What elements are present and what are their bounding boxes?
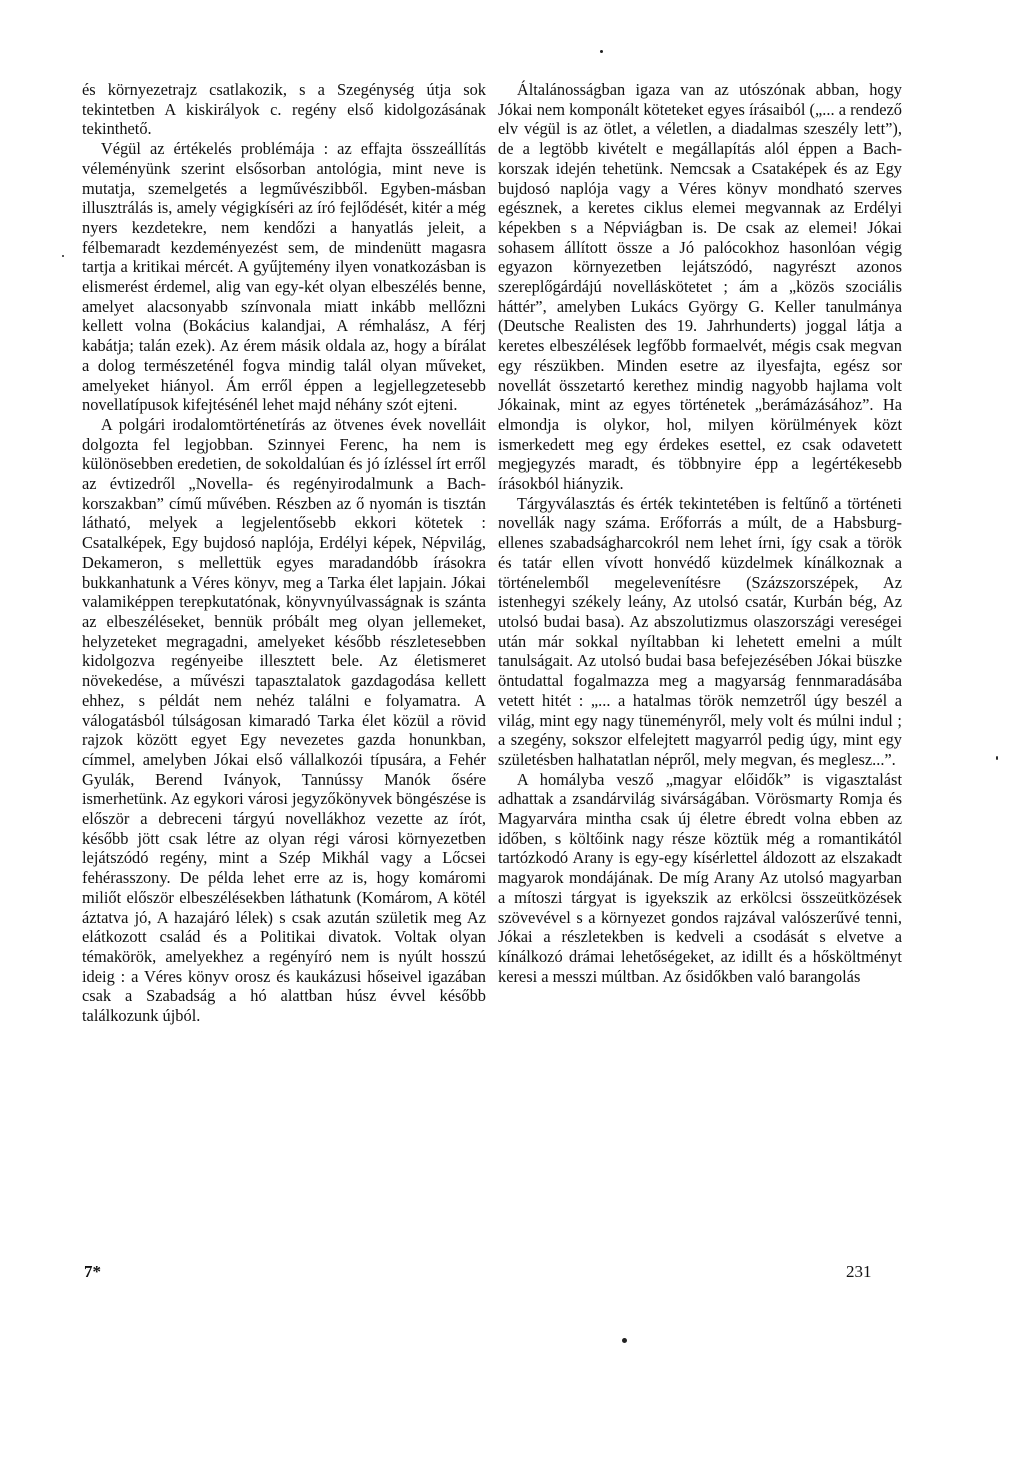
paragraph: Végül az értékelés problémája : az effajta összeállítás véleményünk szerint elsősorban antológia, mint neve is mutatja, szemelgetés a legművészibből. Egyben-másban illusztrálás is, amely végigkíséri az író fejlődését, kitér a még nyers kezdetekre, nem kendőzi a hanyatlás jeleit, a félbemaradt kezdeményezést sem, de mindenütt magasra tartja a kritikai mércét. A gyűjtemény ilyen vonatkozásban is elismerést érdemel, alig van egy-két olyan elbeszélés benne, amelyet alacsonyabb színvonala miatt inkább mellőzni kellett volna (Bokácius kalandjai, A rémhalász, A férj kabátja; talán ezek). Az érem másik oldala az, hogy a bírálat a dolog természeténél fogva mindig talál olyan műveket, amelyeket hiányol. Ám erről éppen a legjellegzetesebb novellatípusok kifejtésénél lehet majd néhány szót ejteni. <box>82 139 486 415</box>
page-number: 231 <box>846 1262 872 1281</box>
speck <box>600 50 603 53</box>
signature-mark: 7* <box>84 1262 101 1281</box>
paragraph: Tárgyválasztás és érték tekintetében is feltűnő a történeti novellák nagy száma. Erőforrás a múlt, de a Habsburg-ellenes szabadságharcokról nem lehet írni, így csak a török és tatár ellen vívott honvédő küzdelmek kínálkoznak a történelemből megelevenítésre (Százszorszépek, Az istenhegyi székely leány, Az utolsó csatár, Kurbán bég, Az utolsó budai basa). Az abszolutizmus olaszországi vereségei után már sokkal nyíltabban ki lehetett emelni a múlt tanulságait. Az utolsó budai basa befejezésében Jókai büszke öntudattal fogalmazza meg a magyarság fennmaradásába vetett hitét : „... a hatalmas török nemzetről úgy beszél a világ, mint egy nagy tüneményről, mely volt és múlni indul ; a szegény, sokszor elfelejtett magyarról pedig úgy, mint egy születésben halhatatlan népről, mely megvan, és meglesz...”. <box>498 493 902 769</box>
speck <box>62 255 64 257</box>
speck <box>996 756 998 760</box>
speck <box>622 1338 627 1343</box>
paragraph: A polgári irodalomtörténetírás az ötvenes évek novelláit dolgozta fel legjobban. Szinnyei Ferenc, ha nem is különösebben eredetien, de sokoldalúan és jó ízléssel írt erről az évtizedről „Novella- és regényirodalmunk a Bach-korszakban” című művében. Részben az ő nyomán is tisztán látható, melyek a legjelentősebb ekkori kötetek : Csatalképek, Egy bujdosó naplója, Erdélyi képek, Népvilág, Dekameron, s mellettük egyes maradandóbb írásokra bukkanhatunk a Véres könyv, meg a Tarka élet lapjain. Jókai valamiképpen terepkutatónak, könyvnyúlvasságnak is szánta az elbeszéléseket, bennük próbált meg olyan jellemeket, helyzeteket megragadni, amelyeket később részletesebben kidolgozva regényeibe illesztett bele. Az életismeret növekedése, a művészi tapasztalatok gazdagodása kellett ehhez, s példát nem nehéz találni e folyamatra. A válogatásból túlságosan kimaradó Tarka élet közül a rövid rajzok között egyet Egy nevezetes gazda honunkban, címmel, amelyben Jókai első vállalkozói típusára, a Fehér Gyulák, Berend Iványok, Tannússy Manók ősére ismerhetünk. Az egykori városi jegyzőkönyvek böngészése is először a debreceni tárgyú novellákhoz vezette az írót, később jött csak létre az olyan régi városi környezetben lejátszódó regény, mint a Szép Mikhál vagy a Lőcsei fehérasszony. De példa lehet erre az is, hogy komáromi miliőt először elbeszélésekben láthatunk (Komárom, A kötél áztatva jó, A hazajáró lélek) s csak azután születik meg Az elátkozott család és a Politikai divatok. Voltak olyan témakörök, amelyekhez a regényíró nem is nyúlt hosszú ideig : a Véres könyv orosz és kaukázusi hőseivel igazában csak a Szabadság a hó alattban húsz évvel később találkozunk újból. <box>82 414 486 1026</box>
paragraph: A homályba vesző „magyar előidők” is vigasztalást adhattak a zsandárvilág sivárságában. Vörösmarty Romja és Magyarvára mintha csak új életre ébredt volna ebben az időben, s költőink nagy része köztük még a romantikától tartózkodó Arany is egy-egy kísérlettel áldozott az elszakadt magyarok mondájának. De míg Arany Az utolsó magyarban a mítoszi tárgyat is igyekszik az erkölcsi összeütközések szövevével s a környezet gondos rajzával valószerűvé tenni, Jókai a részletekben is kedveli a csodását s elvetve a kínálkozó drámai lehetőségeket, az idillt és a hősköltményt keresi a messzi múltban. Az ősidőkben való barangolás <box>498 769 902 986</box>
paragraph: és környezetrajz csatlakozik, s a Szegénység útja sok tekintetben A kiskirályok c. regény első kidolgozásának tekinthető. <box>82 80 486 139</box>
right-text-column <box>498 80 902 986</box>
left-text-column <box>82 80 486 1026</box>
paragraph: Általánosságban igaza van az utószónak abban, hogy Jókai nem komponált köteteket egyes írásaiból („... a rendező elv végül is az ötlet, a véletlen, a diadalmas szeszély lett”), de a legtöbb kivételt e megállapítás alól éppen a Bach-korszak idején tehetünk. Nemcsak a Csataképek és az Egy bujdosó naplója vagy a Véres könyv mondható szerves egésznek, a keretes ciklus elemei megvannak az Erdélyi képekben s a Népviágban is. De csak az elemei! Jókai sohasem állított össze a Jó palócokhoz hasonlóan végig egyazon környezetben lejátszódó, nagyrészt azonos szereplőgárdájú novelláskötetet ; ám a „közös szociális háttér”, amelyben Lukács György G. Keller tanulmánya (Deutsche Realisten des 19. Jahrhunderts) joggal látja a keretes elbeszélések legfőbb formaelvét, mégis csak megvan egy részükben. Minden esetre az ilyesfajta, egész sor novellát összetartó kerethez mindig nagyobb hajlama volt Jókainak, mint az egyes történetek „berámázásához”. Ha elmondja is olykor, hol, milyen körülmények közt ismerkedett meg egy érdekes esettel, ez csak odavetett megjegyzés maradt, és többnyire épp a legértékesebb írásokból hiányzik. <box>498 80 902 494</box>
